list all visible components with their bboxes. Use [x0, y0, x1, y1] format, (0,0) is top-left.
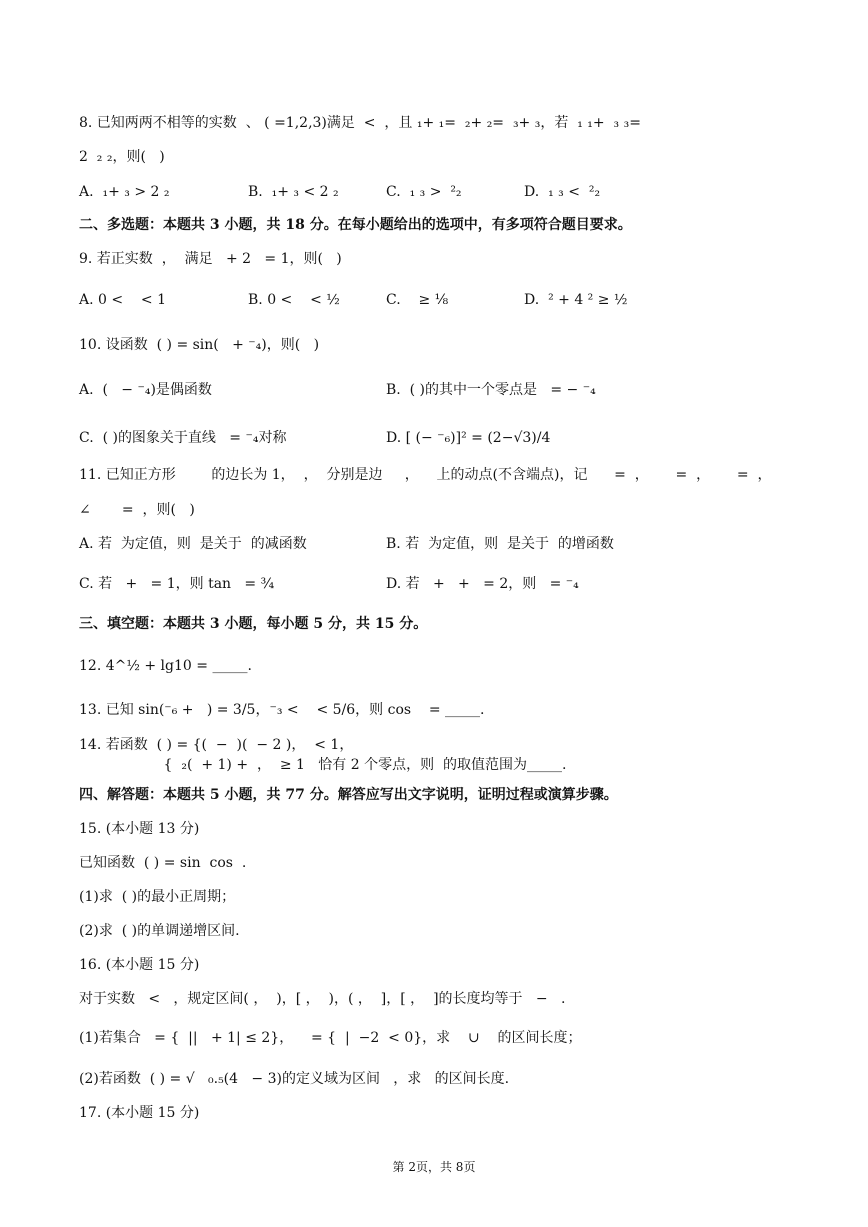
q9-option-a: A. 0 < < 1 [79, 292, 166, 308]
q13: 13. 已知 sin(⁻₆ + ) = 3/5，⁻₃ < < 5/6，则 cos = _____. [79, 702, 485, 718]
section4-heading: 四、解答题：本题共 5 小题，共 77 分。解答应写出文字说明，证明过程或演算步骤。 [79, 787, 618, 803]
q14-line2: { ₂( + 1) + ， ≥ 1 恰有 2 个零点，则 的取值范围为_____. [79, 757, 567, 773]
q8-line2: 2 ₂ ₂，则( ) [79, 149, 165, 165]
page-footer: 第 2页，共 8页 [392, 1160, 476, 1174]
q16-part2: (2)若函数 ( ) = √ ₀.₅(4 − 3)的定义域为区间 ，求 的区间长度. [79, 1071, 510, 1087]
q15-stem: 已知函数 ( ) = sin cos . [79, 855, 247, 871]
q15-part2: (2)求 ( )的单调递增区间. [79, 923, 240, 939]
q11-line1: 11. 已知正方形 的边长为 1， ， 分别是边 ， 上的动点(不含端点)，记 = ， = ， = ， [79, 467, 772, 483]
q10-stem: 10. 设函数 ( ) = sin( + ⁻₄)，则( ) [79, 337, 320, 353]
section2-heading: 二、多选题：本题共 3 小题，共 18 分。在每小题给出的选项中，有多项符合题目要求。 [79, 217, 632, 233]
q8-line1: 8. 已知两两不相等的实数 、 ( =1,2,3)满足 < ，且 ₁+ ₁= ₂+ ₂= ₃+ ₃，若 ₁ ₁+ ₃ ₃= [79, 115, 641, 131]
q10-option-b: B. ( )的其中一个零点是 = − ⁻₄ [386, 382, 596, 398]
q11-option-a: A. 若 为定值，则 是关于 的减函数 [79, 536, 307, 552]
q9-stem: 9. 若正实数 ， 满足 + 2 = 1，则( ) [79, 251, 342, 267]
section3-heading: 三、填空题：本题共 3 小题，每小题 5 分，共 15 分。 [79, 616, 428, 632]
q16-stem: 对于实数 < ，规定区间( ， )，[ ， )，( ， ]，[ ， ]的长度均等于 − . [79, 991, 566, 1007]
q15-part1: (1)求 ( )的最小正周期； [79, 889, 236, 905]
q11-option-d: D. 若 + + = 2，则 = ⁻₄ [386, 576, 579, 592]
q9-option-b: B. 0 < < ½ [248, 292, 340, 308]
q10-option-a: A. ( − ⁻₄)是偶函数 [79, 382, 212, 398]
q10-option-d: D. [ (− ⁻₆)]² = (2−√3)/4 [386, 430, 551, 446]
q16-heading: 16. (本小题 15 分) [79, 957, 200, 973]
q17-heading: 17. (本小题 15 分) [79, 1105, 200, 1121]
q8-option-d: D. ₁ ₃ < ²₂ [524, 184, 601, 200]
q11-line2: ∠ = ，则( ) [79, 502, 195, 518]
q8-option-c: C. ₁ ₃ > ²₂ [386, 184, 462, 200]
q15-heading: 15. (本小题 13 分) [79, 821, 200, 837]
q8-option-b: B. ₁+ ₃ < 2 ₂ [248, 184, 339, 200]
q8-option-a: A. ₁+ ₃ > 2 ₂ [79, 184, 170, 200]
q9-option-c: C. ≥ ⅛ [386, 292, 449, 308]
q14-line1: 14. 若函数 ( ) = {( − )( − 2 )， < 1， [79, 737, 354, 753]
q16-part1: (1)若集合 = { || + 1| ≤ 2}， = { | −2 < 0}，求 ∪ 的区间长度； [79, 1030, 582, 1046]
q10-option-c: C. ( )的图象关于直线 = ⁻₄对称 [79, 430, 287, 446]
q9-option-d: D. ² + 4 ² ≥ ½ [524, 292, 628, 308]
q11-option-b: B. 若 为定值，则 是关于 的增函数 [386, 536, 614, 552]
q12: 12. 4^½ + lg10 = _____. [79, 658, 252, 674]
q11-option-c: C. 若 + = 1，则 tan = ¾ [79, 576, 275, 592]
